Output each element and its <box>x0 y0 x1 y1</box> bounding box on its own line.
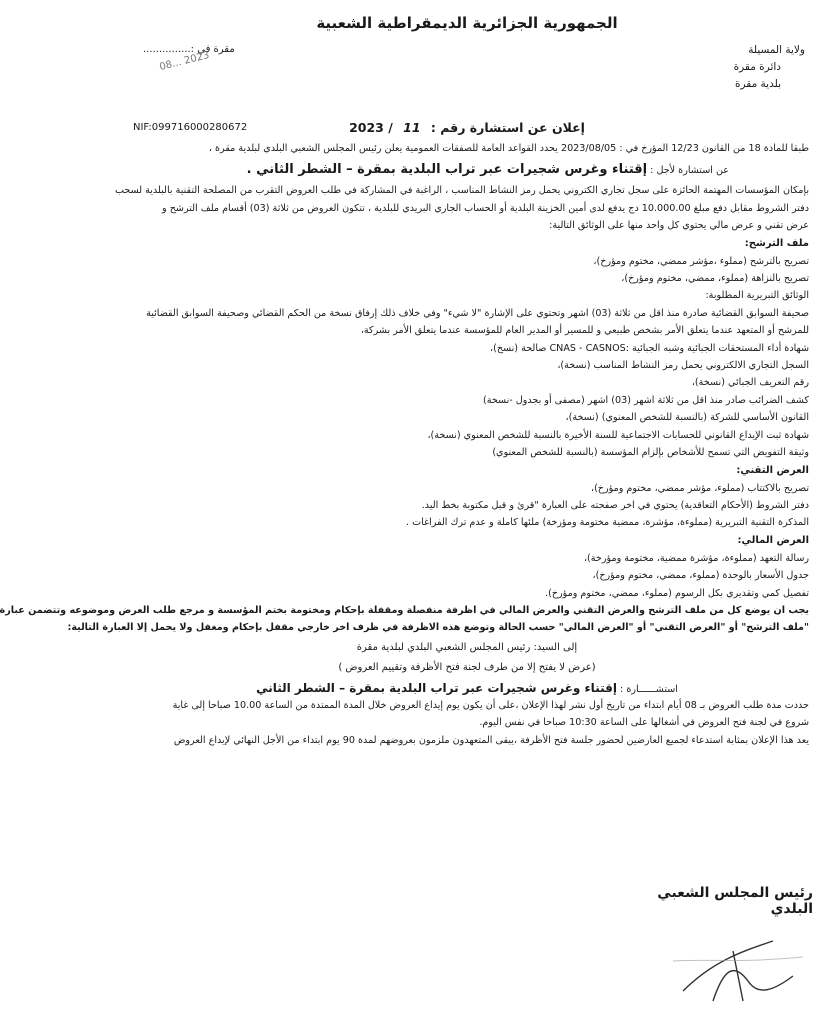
administrative-header <box>734 42 805 93</box>
date-stamp: 2023 ...08 <box>158 50 211 73</box>
list-item: تصريح بالاكتتاب (مملوء، مؤشر ممضي، مختوم ومؤرخ)، <box>590 482 809 494</box>
body-line: عرض تقني و عرض مالي يحتوي كل واحد منها على الوثائق التالية: <box>549 220 809 232</box>
wilaya-label: ولاية المسيلة <box>748 44 805 56</box>
envelope-subject-title: إقتناء وغرس شجيرات عبر تراب البلدية بمقرة – الشطر الثاني <box>256 680 617 695</box>
title-number: 11 <box>403 120 421 135</box>
list-item: جدول الأسعار بالوحدة (مملوء، ممضي، مختوم ومؤرخ)، <box>592 570 809 582</box>
title-suffix: / 2023 <box>349 120 393 135</box>
candidature-heading: ملف الترشح: <box>744 237 809 249</box>
address-note: (عرض لا يفتح إلا من طرف لجنة فتح الأظرفة وتقييم العروض ) <box>338 661 596 673</box>
title-line <box>125 116 809 140</box>
body-line: دفتر الشروط مقابل دفع مبلغ 10.000.00 دج يدفع لدى أمين الخزينة البلدية أو الحساب الجاري البريدي للبلدية ، تتكون العروض من ثلاثة (03) أقسام ملف الترشح و <box>162 202 809 214</box>
closing-line: شروع في لجنة فتح العروض في أشغالها على الساعة 10:30 صباحا في نفس اليوم. <box>479 717 809 729</box>
nif-number: NIF:099716000280672 <box>133 122 248 133</box>
signature-title: رئيس المجلس الشعبي البلدي <box>657 885 813 917</box>
envelope-subject <box>125 681 809 695</box>
subject-prefix: عن استشارة لأجل : <box>650 165 729 177</box>
closing-line: حددت مدة طلب العروض بـ 08 أيام ابتداء من تاريخ أول نشر لهذا الإعلان ،على أن يكون يوم إيداع العروض خلال المدة الممتدة من الساعة 10.00 صباحا إلى غاية <box>172 699 809 711</box>
financial-heading: العرض المالي: <box>737 534 809 546</box>
intro-paragraph: طبقا للمادة 18 من القانون 12/23 المؤرخ في : 2023/08/05 يحدد القواعد العامة للصفقات العمومية يعلن رئيس المجلس الشعبي البلدي لبلدية مقرة ، <box>208 143 809 154</box>
list-item: تصريح بالترشح (مملوء ،مؤشر ممضي، مختوم ومؤرخ)، <box>593 255 809 267</box>
list-item: دفتر الشروط (الأحكام التعاقدية) يحتوي في اخر صفحته على العبارة "قرئ و قبل مكتوبة بخط اليد. <box>421 499 809 511</box>
list-item: شهادة ثبت الإيداع القانوني للحسابات الاجتماعية للسنة الأخيرة بالنسبة للشخص المعنوي (نسخة)، <box>427 429 809 441</box>
place-date: مقرة في :............... <box>143 44 235 55</box>
supporting-heading: الوثائق التبريرية المطلوبة: <box>705 290 809 302</box>
list-item: تفصيل كمي وتقديري بكل الرسوم (مملوء، ممضي، مختوم ومؤرخ). <box>545 587 809 599</box>
baladia-label: بلدية مقرة <box>734 78 781 90</box>
list-item: رسالة التعهد (مملوءة، مؤشرة ممضية، مختومة ومؤرخة)، <box>583 552 809 564</box>
list-item: القانون الأساسي للشركة (بالنسبة للشخص المعنوي) (نسخة)، <box>565 412 809 424</box>
subject-line <box>125 159 809 182</box>
technical-heading: العرض التقني: <box>736 464 809 476</box>
signature-block <box>623 885 813 1015</box>
list-item: شهادة أداء المستحقات الجبائية وشبه الجبائية :CNAS - CASNOS صالحة (نسخ)، <box>490 342 809 354</box>
subject-title: إقتناء وغرس شجيرات عبر تراب البلدية بمقرة – الشطر الثاني . <box>246 162 648 178</box>
envelope-line: "ملف الترشح" أو "العرض التقني" أو "العرض المالي" حسب الحالة وتوضع هذه الاظرفة في ظرف اخر خارجي مقفل بإحكام ومغفل ولا يحمل إلا العبارة التالية: <box>67 622 809 634</box>
republic-title: الجمهورية الجزائرية الديمقراطية الشعبية <box>316 14 618 32</box>
closing-line: يعد هذا الإعلان بمثابة استدعاء لجميع العارضين لحضور جلسة فتح الأظرفة ،يبقى المتعهدون ملزمون بعروضهم لمدة 90 يوم ابتداء من الأجل النهائي لإيداع العروض <box>173 734 809 746</box>
list-item: المذكرة التقنية التبريرية (مملوءة، مؤشرة، ممضية مختومة ومؤرخة) ملئها كاملة و عدم ترك الفراغات . <box>405 517 809 529</box>
list-item: للمرشح أو المتعهد عندما يتعلق الأمر بشخص طبيعي و للمسير أو المدير العام للمؤسسة عندما يتعلق الأمر بشركة، <box>360 325 809 337</box>
title-prefix: إعلان عن استشارة رقم : <box>430 120 585 135</box>
list-item: السجل التجاري الالكتروني يحمل رمز النشاط المناسب (نسخة)، <box>557 360 809 372</box>
body-line: بإمكان المؤسسات المهتمة الحائزة على سجل تجاري الكتروني يحمل رمز النشاط المناسب ، الراغبة في المشاركة في طلب العروض التقرب من المصلحة التقنية بالبلدية لسحب <box>114 185 809 197</box>
envelope-line: يجب ان يوضع كل من ملف الترشح والعرض التقني والعرض المالي في اظرفة منفصلة ومقفلة بإحكام ومختومة بختم المؤسسة و مرجع طلب العرض وموضوعه وتتضمن عبارة <box>0 604 809 616</box>
list-item: كشف الضرائب صادر منذ اقل من ثلاثة اشهر (03) اشهر (مصفى أو بجدول -نسخة) <box>482 394 809 406</box>
list-item: رقم التعريف الجبائي (نسخة)، <box>691 377 809 389</box>
header-block <box>125 38 809 110</box>
list-item: صحيفة السوابق القضائية صادرة منذ اقل من ثلاثة (03) اشهر وتحتوي على الإشارة "لا شيء" وفي خلاف ذلك إرفاق نسخة من الحكم القضائي وصحيفة السوابق القضائية <box>146 307 809 319</box>
handwritten-signature <box>653 921 813 1011</box>
envelope-subject-prefix: استشــــــارة : <box>620 683 678 695</box>
list-item: وثيقة التفويض التي تسمح للأشخاص بإلزام المؤسسة (بالنسبة للشخص المعنوي) <box>492 447 809 459</box>
address-line: إلى السيد: رئيس المجلس الشعبي البلدي لبلدية مقرة <box>356 641 578 653</box>
daira-label: دائرة مقرة <box>733 61 781 73</box>
list-item: تصريح بالنزاهة (مملوء، ممضي، مختوم ومؤرخ)، <box>621 273 809 285</box>
